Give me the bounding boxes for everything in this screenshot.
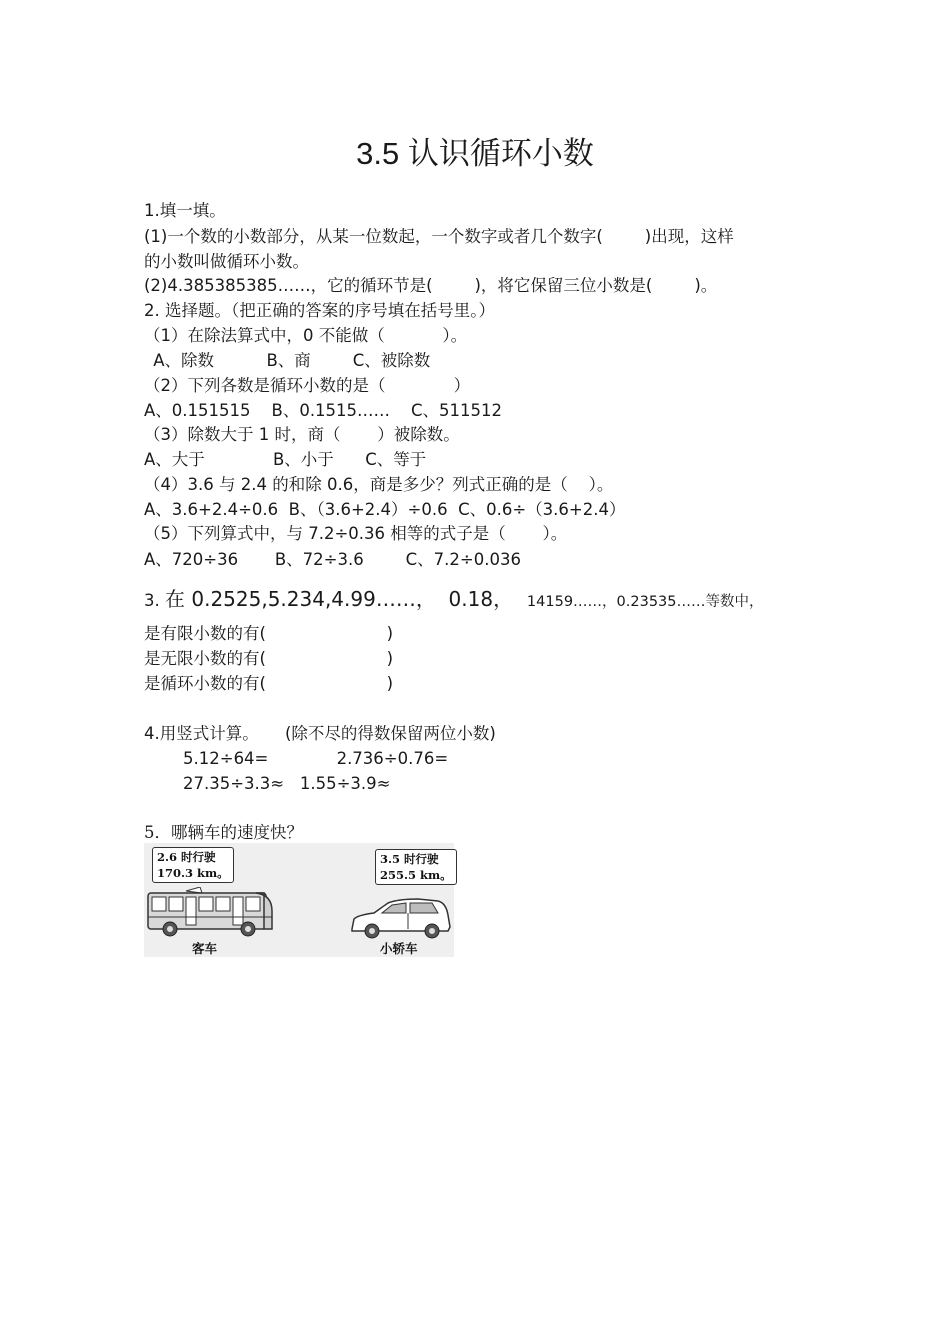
car-image xyxy=(348,897,452,941)
page-title: 3.5 认识循环小数 xyxy=(356,136,594,171)
bus-label: 客车 xyxy=(192,941,218,956)
q2-sub1-options: A、除数 B、商 C、被除数 xyxy=(148,351,431,370)
bus-image xyxy=(146,887,276,939)
q2-sub4-question: （4）3.6 与 2.4 的和除 0.6，商是多少？列式正确的是（ ）。 xyxy=(144,475,614,494)
q3-number-list: 在 0.2525,5.234,4.99……， 0.18， xyxy=(165,587,514,611)
q3-intro xyxy=(144,586,764,615)
q4-row1: 5.12÷64= 2.736÷0.76= xyxy=(183,749,449,768)
q1-line1: (1)一个数的小数部分，从某一位数起，一个数字或者几个数字( )出现，这样 xyxy=(144,227,734,246)
q2-sub1-question: （1）在除法算式中，0 不能做（ ）。 xyxy=(144,326,468,345)
q2-sub3-question: （3）除数大于 1 时，商（ ）被除数。 xyxy=(144,425,460,444)
q2-sub2-question: （2）下列各数是循环小数的是（ ） xyxy=(144,376,471,395)
q3-lead: 3. xyxy=(144,591,165,610)
vehicles-illustration xyxy=(144,843,454,957)
car-speech-bubble: 3.5 时行驶 255.5 km。 xyxy=(375,849,457,885)
q2-sub4-options: A、3.6+2.4÷0.6 B、（3.6+2.4）÷0.6 C、0.6÷（3.6+2.4） xyxy=(144,500,626,519)
q3-infinite-line: 是无限小数的有( ) xyxy=(144,649,394,668)
q1-line3: (2)4.385385385……，它的循环节是( )，将它保留三位小数是( )。 xyxy=(144,276,718,295)
q3-finite-line: 是有限小数的有( ) xyxy=(144,624,394,643)
q1-heading: 1.填一填。 xyxy=(144,201,226,220)
car-label: 小轿车 xyxy=(380,941,418,956)
q2-heading: 2. 选择题。（把正确的答案的序号填在括号里。） xyxy=(144,301,495,320)
q2-sub3-options: A、大于 B、小于 C、等于 xyxy=(144,450,427,469)
q4-heading: 4.用竖式计算。 (除不尽的得数保留两位小数) xyxy=(144,724,496,743)
q3-recurring-line: 是循环小数的有( ) xyxy=(144,674,394,693)
q2-sub5-options: A、720÷36 B、72÷3.6 C、7.2÷0.036 xyxy=(144,550,521,569)
q5-heading: 5．哪辆车的速度快？ xyxy=(144,823,303,842)
q2-sub5-question: （5）下列算式中，与 7.2÷0.36 相等的式子是（ ）。 xyxy=(144,524,568,543)
bus-speech-bubble: 2.6 时行驶 170.3 km。 xyxy=(152,847,234,883)
q2-sub2-options: A、0.151515 B、0.1515…… C、511512 xyxy=(144,401,503,420)
q4-row2: 27.35÷3.3≈ 1.55÷3.9≈ xyxy=(183,774,391,793)
q1-line2: 的小数叫做循环小数。 xyxy=(144,252,309,271)
q3-number-list-tail: 14159……，0.23535……等数中， xyxy=(513,594,764,610)
